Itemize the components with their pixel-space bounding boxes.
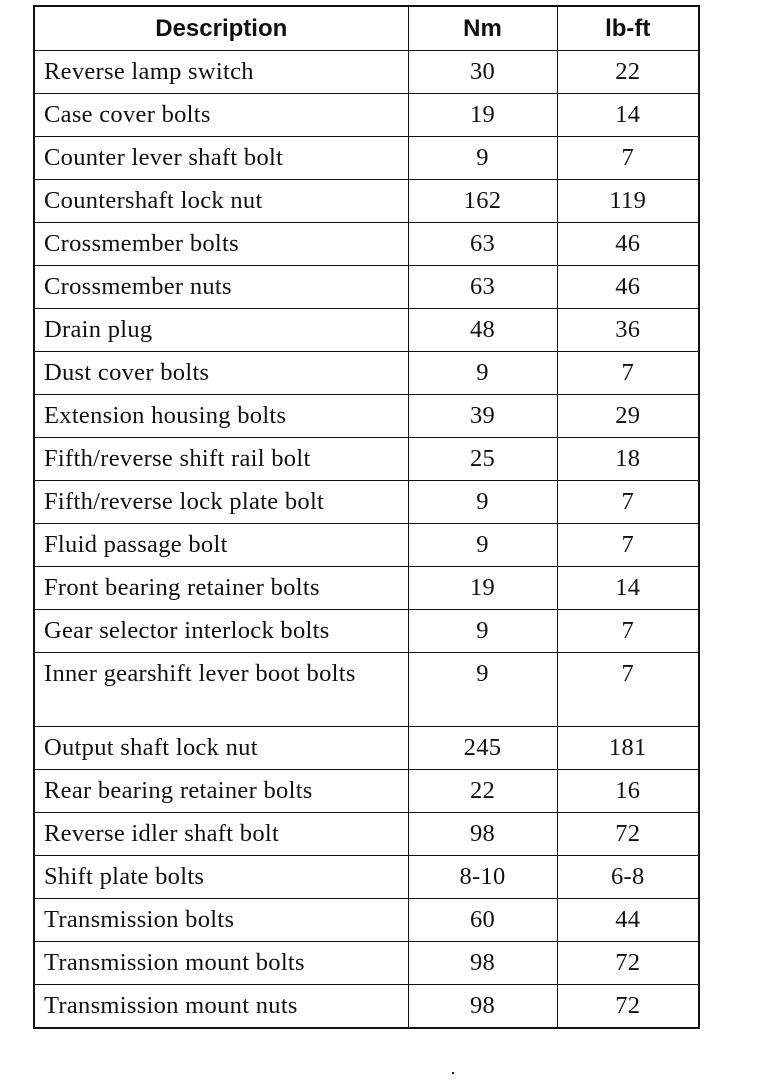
table-row — [34, 899, 699, 942]
row-nm: 19 — [408, 567, 557, 610]
row-description: Transmission mount bolts — [34, 942, 408, 985]
row-nm: 9 — [408, 137, 557, 180]
table-row — [34, 180, 699, 223]
scan-speck — [452, 1072, 454, 1074]
table-row — [34, 137, 699, 180]
row-description: Reverse lamp switch — [34, 51, 408, 94]
row-lbft: 7 — [557, 137, 699, 180]
row-lbft: 46 — [557, 266, 699, 309]
row-description: Shift plate bolts — [34, 856, 408, 899]
row-lbft: 16 — [557, 770, 699, 813]
row-nm: 9 — [408, 653, 557, 727]
table-header — [34, 6, 699, 51]
row-nm: 9 — [408, 524, 557, 567]
header-lbft: lb-ft — [557, 6, 699, 51]
row-description: Rear bearing retainer bolts — [34, 770, 408, 813]
row-nm: 39 — [408, 395, 557, 438]
table-row — [34, 266, 699, 309]
row-description: Reverse idler shaft bolt — [34, 813, 408, 856]
row-nm: 48 — [408, 309, 557, 352]
row-description: Crossmember bolts — [34, 223, 408, 266]
table-row — [34, 985, 699, 1028]
row-lbft: 72 — [557, 985, 699, 1028]
table-body — [34, 51, 699, 1028]
table-row — [34, 942, 699, 985]
row-nm: 25 — [408, 438, 557, 481]
row-lbft: 7 — [557, 653, 699, 727]
row-description: Output shaft lock nut — [34, 727, 408, 770]
torque-specification-table — [33, 5, 700, 1029]
row-lbft: 29 — [557, 395, 699, 438]
row-description: Fifth/reverse shift rail bolt — [34, 438, 408, 481]
row-lbft: 44 — [557, 899, 699, 942]
table-row — [34, 94, 699, 137]
row-description: Case cover bolts — [34, 94, 408, 137]
table-row — [34, 567, 699, 610]
table-row — [34, 524, 699, 567]
row-lbft: 22 — [557, 51, 699, 94]
row-nm: 19 — [408, 94, 557, 137]
table-row — [34, 352, 699, 395]
row-description: Counter lever shaft bolt — [34, 137, 408, 180]
row-nm: 63 — [408, 223, 557, 266]
table-row — [34, 438, 699, 481]
row-nm: 22 — [408, 770, 557, 813]
row-description: Transmission mount nuts — [34, 985, 408, 1028]
row-nm: 9 — [408, 481, 557, 524]
table-row — [34, 813, 699, 856]
row-lbft: 119 — [557, 180, 699, 223]
row-lbft: 72 — [557, 942, 699, 985]
row-lbft: 7 — [557, 524, 699, 567]
header-row — [34, 6, 699, 51]
header-description: Description — [34, 6, 408, 51]
row-description: Fluid passage bolt — [34, 524, 408, 567]
row-lbft: 72 — [557, 813, 699, 856]
row-nm: 98 — [408, 985, 557, 1028]
row-description: Fifth/reverse lock plate bolt — [34, 481, 408, 524]
row-nm: 9 — [408, 352, 557, 395]
row-nm: 8-10 — [408, 856, 557, 899]
header-nm: Nm — [408, 6, 557, 51]
table-row — [34, 653, 699, 727]
table-row — [34, 856, 699, 899]
table-row — [34, 610, 699, 653]
table-row — [34, 395, 699, 438]
row-nm: 98 — [408, 942, 557, 985]
row-lbft: 18 — [557, 438, 699, 481]
row-lbft: 36 — [557, 309, 699, 352]
row-description: Gear selector interlock bolts — [34, 610, 408, 653]
row-description: Crossmember nuts — [34, 266, 408, 309]
row-nm: 245 — [408, 727, 557, 770]
row-lbft: 46 — [557, 223, 699, 266]
table-row — [34, 481, 699, 524]
row-lbft: 14 — [557, 567, 699, 610]
row-description: Extension housing bolts — [34, 395, 408, 438]
row-lbft: 7 — [557, 352, 699, 395]
row-description: Dust cover bolts — [34, 352, 408, 395]
row-lbft: 7 — [557, 481, 699, 524]
table-row — [34, 51, 699, 94]
row-description: Countershaft lock nut — [34, 180, 408, 223]
table-row — [34, 223, 699, 266]
row-nm: 30 — [408, 51, 557, 94]
row-nm: 98 — [408, 813, 557, 856]
row-lbft: 181 — [557, 727, 699, 770]
row-nm: 60 — [408, 899, 557, 942]
row-description: Drain plug — [34, 309, 408, 352]
row-lbft: 6-8 — [557, 856, 699, 899]
row-lbft: 7 — [557, 610, 699, 653]
row-nm: 162 — [408, 180, 557, 223]
table-row — [34, 727, 699, 770]
row-lbft: 14 — [557, 94, 699, 137]
row-description: Transmission bolts — [34, 899, 408, 942]
table-row — [34, 770, 699, 813]
row-description: Front bearing retainer bolts — [34, 567, 408, 610]
table-row — [34, 309, 699, 352]
row-nm: 63 — [408, 266, 557, 309]
row-nm: 9 — [408, 610, 557, 653]
row-description: Inner gearshift lever boot bolts — [34, 653, 408, 727]
